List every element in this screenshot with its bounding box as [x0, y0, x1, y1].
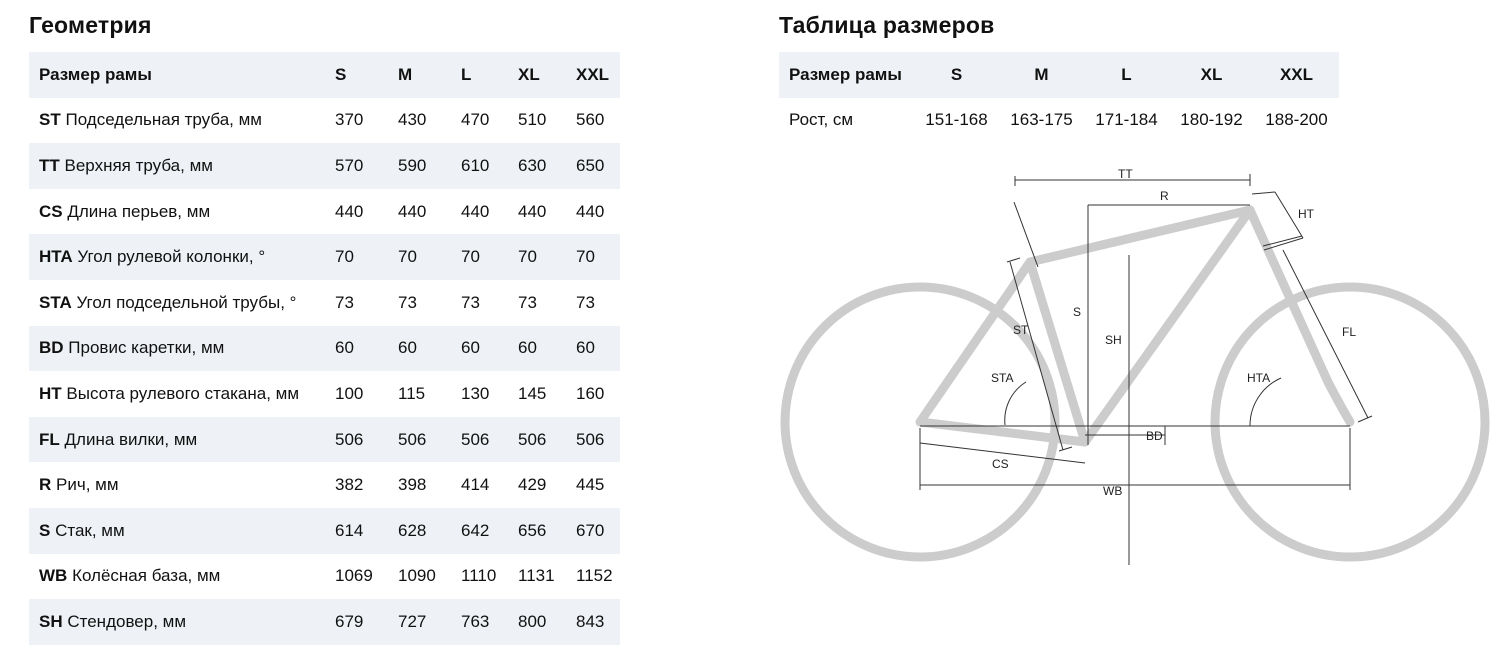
- cell-value: 614: [335, 520, 364, 540]
- parameter-name: [29, 234, 335, 280]
- parameter-code: HT: [39, 383, 62, 403]
- cell-value: 843: [576, 611, 605, 631]
- parameter-label: Рич, мм: [56, 475, 119, 495]
- parameter-name: [29, 554, 335, 600]
- geometry-title: Геометрия: [29, 12, 152, 38]
- cell-value: 145: [518, 383, 547, 403]
- label-cs: CS: [992, 457, 1009, 471]
- label-st: ST: [1013, 323, 1029, 337]
- height-row: [779, 98, 1339, 144]
- height-xxl: 188-200: [1265, 110, 1328, 130]
- table-row: [29, 417, 620, 463]
- label-hta: HTA: [1247, 371, 1271, 385]
- cell-value: 800: [518, 611, 547, 631]
- height-xl: 180-192: [1180, 110, 1243, 130]
- cell-value: 440: [576, 201, 605, 221]
- cell-value: 440: [335, 201, 364, 221]
- cell-value: 679: [335, 611, 364, 631]
- cell-value: 60: [398, 338, 417, 358]
- cell-value: 70: [518, 247, 537, 267]
- label-r: R: [1160, 189, 1169, 203]
- parameter-name: [29, 462, 335, 508]
- cell-value: 628: [398, 520, 427, 540]
- cell-value: 506: [398, 429, 427, 449]
- cell-value: 73: [335, 292, 354, 312]
- parameter-label: Длина вилки, мм: [64, 429, 198, 449]
- geometry-header-row: [29, 52, 620, 98]
- cell-value: 73: [461, 292, 480, 312]
- parameter-code: TT: [39, 155, 60, 175]
- parameter-name: [29, 189, 335, 235]
- table-row: [29, 234, 620, 280]
- cell-value: 160: [576, 383, 605, 403]
- parameter-name: [29, 143, 335, 189]
- parameter-code: SH: [39, 611, 63, 631]
- label-s: S: [1073, 305, 1082, 319]
- cell-value: 398: [398, 475, 427, 495]
- size-header-xl: XL: [1200, 64, 1223, 84]
- cell-value: 382: [335, 475, 364, 495]
- cell-value: 73: [518, 292, 537, 312]
- cell-value: 440: [398, 201, 427, 221]
- cell-value: 60: [461, 338, 480, 358]
- table-row: [29, 98, 620, 144]
- table-row: [29, 554, 620, 600]
- header-size-xxl: XXL: [576, 64, 610, 84]
- size-table-title: Таблица размеров: [779, 12, 995, 38]
- parameter-code: ST: [39, 110, 61, 130]
- cell-value: 60: [518, 338, 537, 358]
- geometry-table: [29, 52, 620, 645]
- cell-value: 430: [398, 110, 427, 130]
- cell-value: 429: [518, 475, 547, 495]
- cell-value: 506: [335, 429, 364, 449]
- parameter-name: [29, 417, 335, 463]
- parameter-code: CS: [39, 201, 63, 221]
- cell-value: 70: [398, 247, 417, 267]
- cell-value: 1090: [398, 566, 436, 586]
- cell-value: 60: [335, 338, 354, 358]
- label-sh: SH: [1105, 333, 1122, 347]
- cell-value: 506: [461, 429, 490, 449]
- cell-value: 656: [518, 520, 547, 540]
- cell-value: 1131: [518, 566, 555, 586]
- cell-value: 70: [461, 247, 480, 267]
- parameter-label: Угол подседельной трубы, °: [76, 292, 297, 312]
- parameter-code: HTA: [39, 247, 73, 267]
- cell-value: 100: [335, 383, 364, 403]
- parameter-label: Стендовер, мм: [67, 611, 187, 631]
- cell-value: 727: [398, 611, 427, 631]
- size-header-row: [779, 52, 1339, 98]
- cell-value: 610: [461, 155, 490, 175]
- parameter-code: S: [39, 520, 51, 540]
- cell-value: 506: [576, 429, 605, 449]
- height-s: 151-168: [925, 110, 988, 130]
- table-row: [29, 371, 620, 417]
- header-size-m: M: [398, 64, 413, 84]
- cell-value: 560: [576, 110, 605, 130]
- size-table: [779, 52, 1339, 143]
- height-label: Рост, см: [789, 110, 854, 130]
- parameter-label: Угол рулевой колонки, °: [77, 247, 266, 267]
- cell-value: 1069: [335, 566, 373, 586]
- label-sta: STA: [991, 371, 1014, 385]
- label-fl: FL: [1342, 325, 1357, 339]
- parameter-label: Высота рулевого стакана, мм: [66, 383, 300, 403]
- height-l: 171-184: [1095, 110, 1158, 130]
- size-header-s: S: [950, 64, 963, 84]
- size-header-l: L: [1121, 64, 1132, 84]
- cell-value: 445: [576, 475, 605, 495]
- parameter-name: [29, 371, 335, 417]
- cell-value: 1110: [461, 566, 497, 586]
- cell-value: 570: [335, 155, 364, 175]
- bike-geometry-diagram: [780, 150, 1490, 575]
- cell-value: 70: [576, 247, 595, 267]
- table-row: [29, 143, 620, 189]
- cell-value: 763: [461, 611, 490, 631]
- parameter-code: WB: [39, 566, 68, 586]
- table-row: [29, 599, 620, 645]
- parameter-code: STA: [39, 292, 72, 312]
- table-row: [29, 508, 620, 554]
- parameter-name: [29, 508, 335, 554]
- cell-value: 440: [461, 201, 490, 221]
- label-bd: BD: [1146, 429, 1163, 443]
- cell-value: 470: [461, 110, 490, 130]
- cell-value: 650: [576, 155, 605, 175]
- cell-value: 73: [576, 292, 595, 312]
- header-size-xl: XL: [518, 64, 540, 84]
- parameter-label: Подседельная труба, мм: [65, 110, 262, 130]
- cell-value: 630: [518, 155, 547, 175]
- cell-value: 440: [518, 201, 547, 221]
- size-header-frame-size: Размер рамы: [789, 64, 902, 84]
- cell-value: 70: [335, 247, 354, 267]
- table-row: [29, 462, 620, 508]
- label-tt: TT: [1118, 167, 1133, 181]
- cell-value: 506: [518, 429, 547, 449]
- cell-value: 414: [461, 475, 490, 495]
- cell-value: 590: [398, 155, 427, 175]
- cell-value: 130: [461, 383, 490, 403]
- parameter-label: Стак, мм: [55, 520, 125, 540]
- parameter-label: Длина перьев, мм: [67, 201, 211, 221]
- parameter-name: [29, 326, 335, 372]
- cell-value: 60: [576, 338, 595, 358]
- parameter-code: R: [39, 475, 52, 495]
- header-frame-size: Размер рамы: [39, 64, 152, 84]
- table-row: [29, 280, 620, 326]
- parameter-name: [29, 599, 335, 645]
- parameter-code: FL: [39, 429, 60, 449]
- cell-value: 73: [398, 292, 417, 312]
- header-size-s: S: [335, 64, 347, 84]
- label-wb: WB: [1103, 484, 1123, 498]
- cell-value: 1152: [576, 566, 613, 586]
- parameter-name: [29, 280, 335, 326]
- cell-value: 642: [461, 520, 490, 540]
- parameter-label: Провис каретки, мм: [68, 338, 225, 358]
- parameter-label: Колёсная база, мм: [72, 566, 221, 586]
- cell-value: 670: [576, 520, 605, 540]
- table-row: [29, 189, 620, 235]
- table-row: [29, 326, 620, 372]
- size-header-m: M: [1034, 64, 1049, 84]
- label-ht: HT: [1298, 207, 1314, 221]
- parameter-name: [29, 98, 335, 144]
- header-size-l: L: [461, 64, 472, 84]
- cell-value: 510: [518, 110, 547, 130]
- height-m: 163-175: [1010, 110, 1073, 130]
- cell-value: 370: [335, 110, 364, 130]
- size-header-xxl: XXL: [1279, 64, 1314, 84]
- cell-value: 115: [398, 383, 426, 403]
- parameter-label: Верхняя труба, мм: [64, 155, 213, 175]
- parameter-code: BD: [39, 338, 64, 358]
